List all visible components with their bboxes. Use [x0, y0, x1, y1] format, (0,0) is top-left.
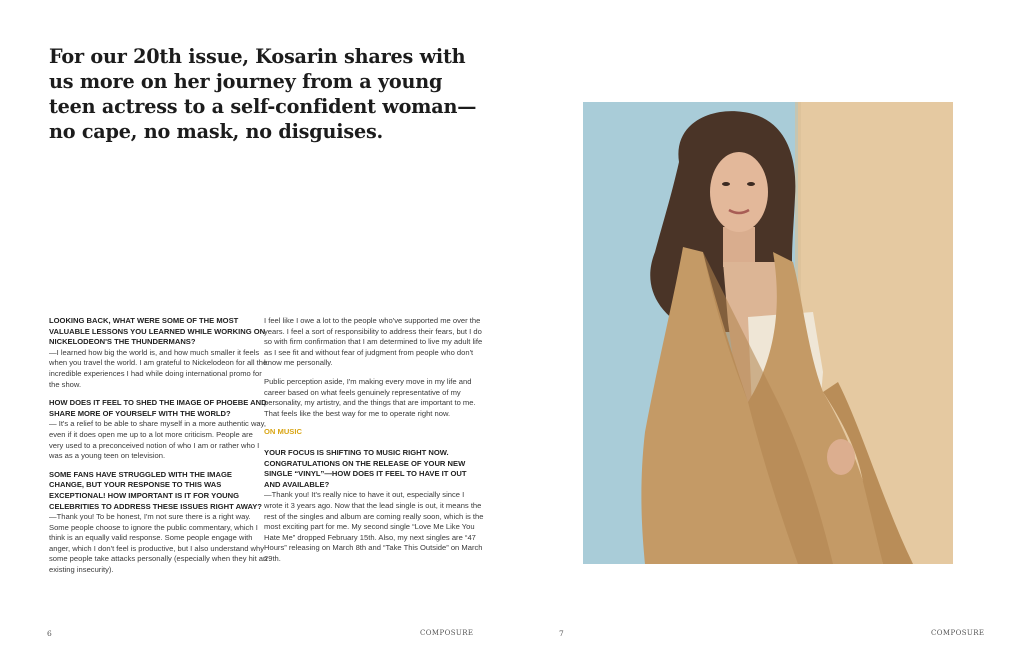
portrait-illustration	[583, 102, 953, 564]
hand	[827, 439, 855, 475]
magazine-name-left: COMPOSURE	[420, 629, 474, 637]
article-headline: For our 20th issue, Kosarin shares with us more on her journey from a young teen actress to a self-confident woman—no cape, no mask, no disguises.	[49, 45, 477, 143]
qa-block	[49, 398, 269, 462]
qa-block	[49, 316, 269, 390]
interview-answer: — It's a relief to be able to share myself in a more authentic way, even if it does open me up to a lot more criticism. People are very used to a preconceived notion of who I am or rather who I was as a young teen on television.	[49, 419, 266, 461]
qa-block	[49, 470, 269, 576]
interview-question: YOUR FOCUS IS SHIFTING TO MUSIC RIGHT NOW. CONGRATULATIONS ON THE RELEASE OF YOUR NEW SINGLE “VINYL”—HOW DOES IT FEEL TO HAVE IT OUT AND AVAILABLE?	[264, 447, 467, 489]
interview-question: LOOKING BACK, WHAT WERE SOME OF THE MOST VALUABLE LESSONS YOU LEARNED WHILE WORKING ON NICKELODEON'S THE THUNDERMANS?	[49, 316, 266, 347]
article-column-right	[264, 316, 484, 572]
page-number-left: 6	[47, 629, 52, 638]
section-heading: ON MUSIC	[264, 427, 302, 437]
interview-answer: —Thank you! It's really nice to have it out, especially since I wrote it 3 years ago. Now that the lead single is out, it means the rest of the singles and album are coming really soon, which is the most exciting part for me. My second single “Love Me Like You Hate Me” dropped February 15th. Also, my next singles are “47 Hours” releasing on March 8th and “Take This Outside” on March 29th.	[264, 490, 484, 563]
interview-question: HOW DOES IT FEEL TO SHED THE IMAGE OF PHOEBE AND SHARE MORE OF YOURSELF WITH THE WORLD?	[49, 398, 267, 418]
interview-question: SOME FANS HAVE STRUGGLED WITH THE IMAGE CHANGE, BUT YOUR RESPONSE TO THIS WAS EXCEPTIONAL! HOW IMPORTANT IS IT FOR YOUNG CELEBRITIES TO ADDRESS THESE ISSUES RIGHT AWAY?	[49, 469, 262, 511]
interview-answer: —Thank you! To be honest, I'm not sure there is a right way. Some people choose to ignore the public commentary, which I think is an equally valid response. Some people engage with anger, which I don't feel is productive, but I also understand why some people take attacks personally (especially when they hit an existing insecurity).	[49, 512, 268, 575]
portrait-photo	[583, 102, 953, 564]
magazine-name-right: COMPOSURE	[931, 629, 985, 637]
body-paragraph: I feel like I owe a lot to the people who've supported me over the years. I feel a sort of responsibility to address their fears, but I do so with firm confirmation that I am determined to live my adult life as I see fit and without fear of judgment from people who don't know me personally.	[264, 316, 483, 368]
page-number-right: 7	[559, 629, 564, 638]
interview-answer: —I learned how big the world is, and how much smaller it feels when you travel the world. I am grateful to Nickelodeon for all the incredible experiences I had while doing international promo for the show.	[49, 347, 268, 389]
face	[710, 152, 768, 232]
body-paragraph: Public perception aside, I'm making every move in my life and career based on what feels genuinely representative of my personality, my artistry, and the things that are important to me. That feels like the best way for me to operate right now.	[264, 376, 476, 418]
article-column-left	[49, 316, 269, 584]
